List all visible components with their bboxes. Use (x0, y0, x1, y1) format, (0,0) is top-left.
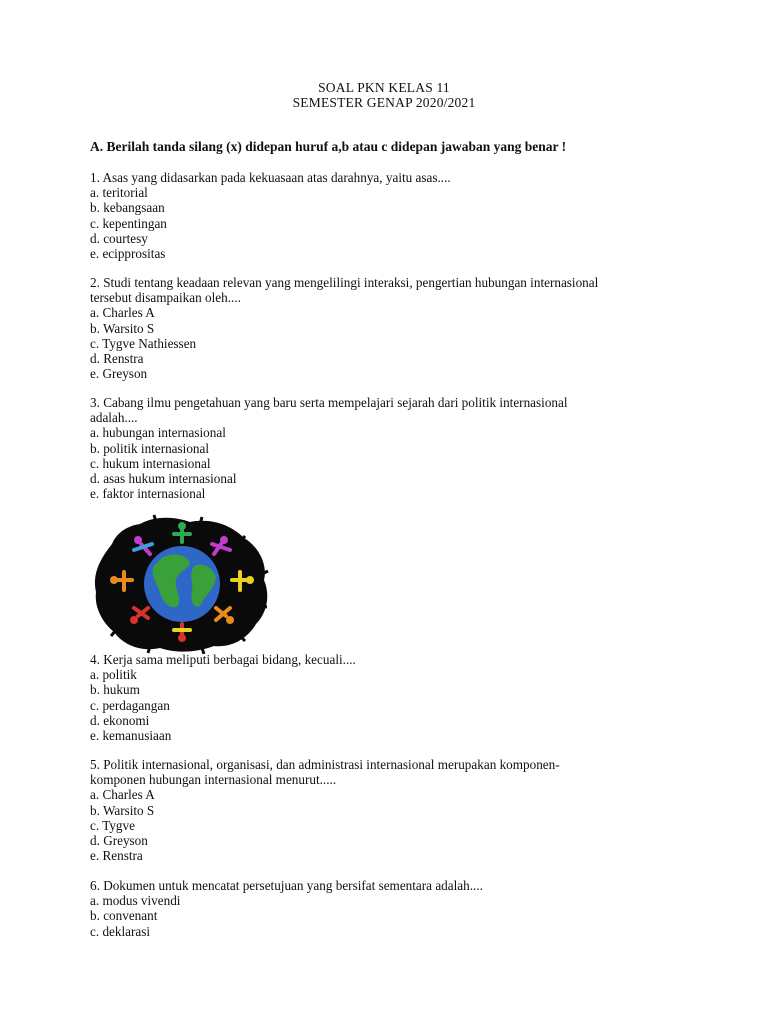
answer-option: c. perdagangan (90, 697, 170, 713)
answer-option: c. deklarasi (90, 923, 151, 939)
answer-option: c. Tygve Nathiessen (90, 335, 197, 351)
answer-option: d. Greyson (90, 833, 148, 849)
answer-option: a. hubungan internasional (90, 425, 226, 441)
question-1 (90, 170, 690, 261)
question-stem: 1. Asas yang didasarkan pada kekuasaan atas darahnya, yaitu asas.... (90, 170, 451, 185)
answer-option: e. Greyson (90, 366, 148, 382)
question-stem: komponen hubungan internasional menurut..... (90, 772, 337, 788)
answer-option: e. ecipprositas (90, 246, 166, 262)
document-subtitle: SEMESTER GENAP 2020/2021 (292, 95, 476, 110)
answer-option: c. Tygve (90, 817, 135, 833)
question-2 (90, 275, 690, 381)
question-4 (90, 652, 690, 743)
globe-people-icon (90, 514, 270, 654)
answer-option: a. politik (90, 667, 137, 683)
question-stem: tersebut disampaikan oleh.... (90, 290, 241, 306)
answer-option: e. faktor internasional (90, 486, 206, 502)
answer-option: b. Warsito S (90, 802, 155, 818)
answer-option: d. asas hukum internasional (90, 471, 237, 487)
answer-option: b. hukum (90, 682, 140, 698)
document-title: SOAL PKN KELAS 11 (318, 80, 450, 95)
question-5 (90, 757, 690, 863)
answer-option: c. kepentingan (90, 215, 167, 231)
answer-option: a. modus vivendi (90, 893, 181, 909)
question-stem: adalah.... (90, 410, 138, 426)
answer-option: d. ekonomi (90, 712, 150, 728)
answer-option: b. kebangsaan (90, 200, 165, 216)
answer-option: e. Renstra (90, 848, 143, 864)
question-stem: 5. Politik internasional, organisasi, dan administrasi internasional merupakan komponen- (90, 757, 560, 772)
answer-option: b. convenant (90, 908, 158, 924)
answer-option: a. Charles A (90, 305, 155, 321)
answer-option: a. Charles A (90, 787, 155, 803)
question-stem: 2. Studi tentang keadaan relevan yang mengelilingi interaksi, pengertian hubungan internasional (90, 275, 599, 290)
answer-option: e. kemanusiaan (90, 728, 172, 744)
answer-option: d. Renstra (90, 351, 144, 367)
question-stem: 6. Dokumen untuk mencatat persetujuan yang bersifat sementara adalah.... (90, 878, 483, 893)
question-stem: 3. Cabang ilmu pengetahuan yang baru serta mempelajari sejarah dari politik internasional (90, 395, 568, 410)
question-3 (90, 395, 690, 501)
answer-option: a. teritorial (90, 185, 148, 201)
answer-option: c. hukum internasional (90, 455, 211, 471)
answer-option: d. courtesy (90, 230, 148, 246)
instruction-text: A. Berilah tanda silang (x) didepan huruf a,b atau c didepan jawaban yang benar ! (90, 139, 567, 154)
answer-option: b. politik internasional (90, 440, 210, 456)
question-6 (90, 878, 690, 939)
answer-option: b. Warsito S (90, 320, 155, 336)
question-stem: 4. Kerja sama meliputi berbagai bidang, kecuali.... (90, 652, 356, 667)
